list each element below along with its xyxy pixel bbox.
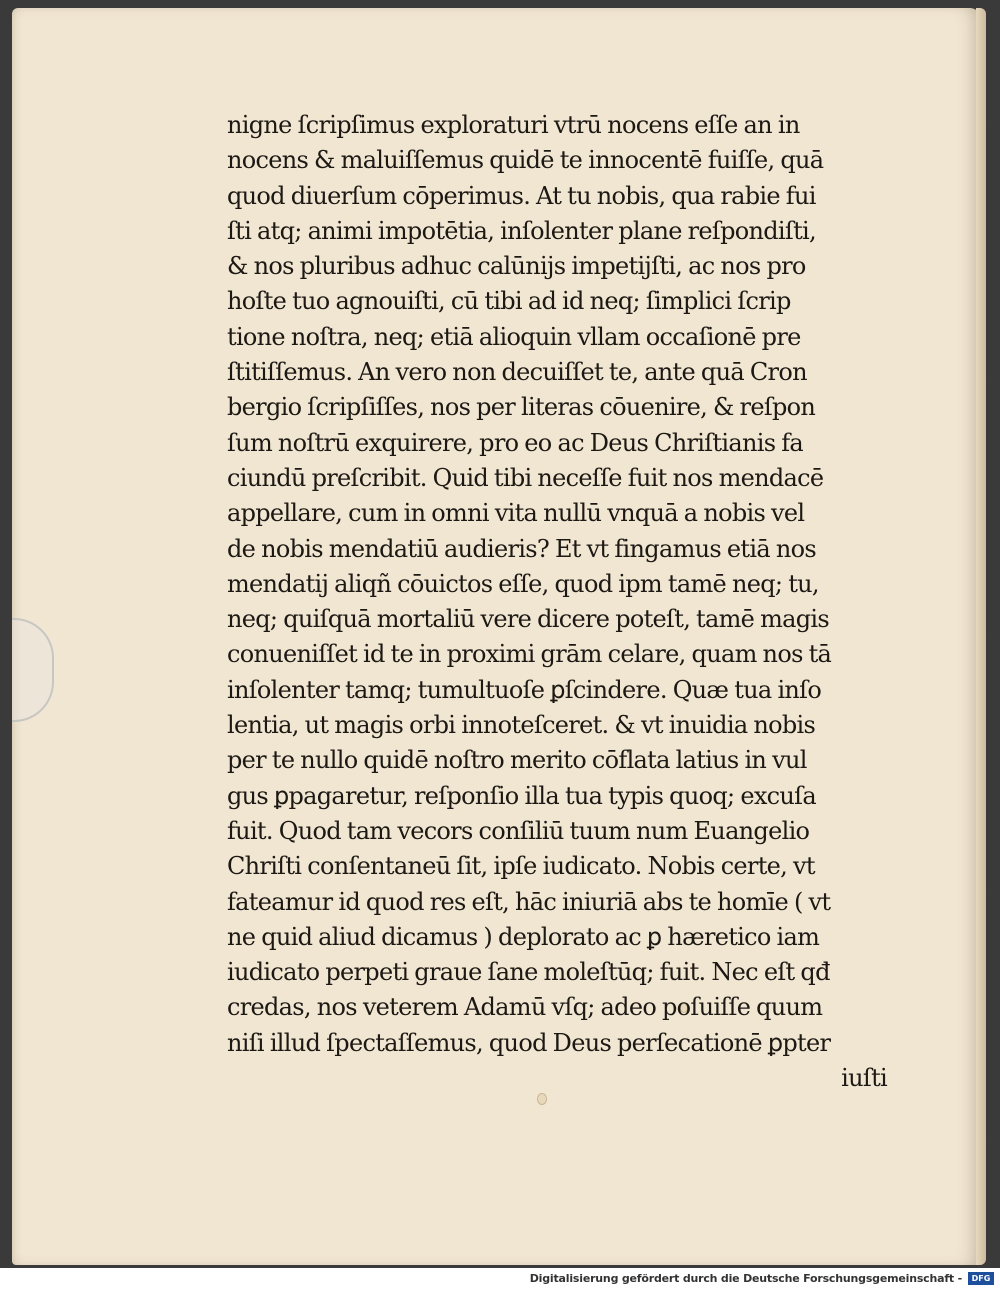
page-clip [12, 618, 54, 722]
text-line: de nobis mendatiū audieris? Et vt fingamus etiā nos [227, 534, 817, 563]
text-line: ſum noſtrū exquirere, pro eo ac Deus Chriſtianis fa [227, 428, 804, 457]
text-line: credas, nos veterem Adamū vſq; adeo poſuiſſe quum [227, 993, 823, 1022]
text-line: lentia, ut magis orbi innoteſceret. & vt inuidia nobis [227, 711, 816, 740]
text-line: inſolenter tamq; tumultuoſe ꝑſcindere. Quæ tua inſo [227, 675, 822, 704]
text-line: appellare, cum in omni vita nullū vnquā a nobis vel [227, 499, 805, 528]
text-line: fateamur id quod res eſt, hāc iniuriā abs te homīe ( vt [227, 887, 831, 916]
text-line: mendatij aliqñ cōuictos eſſe, quod ipm tamē neq; tu, [227, 569, 819, 598]
text-line: ſti atq; animi impotētia, inſolenter plane reſpondiſti, [227, 216, 816, 245]
text-line: hoſte tuo agnouiſti, cū tibi ad id neq; ſimplici ſcrip [227, 287, 791, 316]
text-line: & nos pluribus adhuc calūnijs impetijſti, ac nos pro [227, 252, 806, 281]
text-line: ſtitiſſemus. An vero non decuiſſet te, ante quā Cron [227, 358, 807, 387]
text-line: per te nullo quidē noſtro merito cōflata latius in vul [227, 746, 807, 775]
footer-bar [0, 1268, 1000, 1289]
text-line: conueniſſet id te in proximi grām celare, quam nos tā [227, 640, 832, 669]
text-line: nigne ſcripſimus exploraturi vtrū nocens eſſe an in [227, 111, 800, 139]
book-page [12, 8, 980, 1265]
text-line: gus ꝑpagaretur, reſponſio illa tua typis quoq; excuſa [227, 781, 816, 810]
text-line: fuit. Quod tam vecors conſiliū tuum num Euangelio [227, 816, 810, 845]
text-line: tione noſtra, neq; etiā alioquin vllam occaſionē pre [227, 322, 801, 351]
text-line: ciundū preſcribit. Quid tibi neceſſe fuit nos mendacē [227, 463, 824, 492]
page-edge [976, 8, 986, 1265]
text-line: niſi illud ſpectaſſemus, quod Deus perſecationē ꝑpter [227, 1028, 831, 1057]
catchword: iuſti [841, 1064, 887, 1093]
dfg-logo-icon: DFG [968, 1272, 994, 1285]
text-block [227, 108, 887, 1096]
text-line: iudicato perpeti graue ſane moleſtūq; fuit. Nec eſt qđ [227, 958, 830, 987]
text-line: quod diuerſum cōperimus. At tu nobis, qua rabie fui [227, 181, 816, 210]
text-line: bergio ſcripſiſſes, nos per literas cōuenire, & reſpon [227, 393, 816, 422]
text-line: nocens & maluiſſemus quidē te innocentē fuiſſe, quā [227, 146, 824, 175]
footer-credit: Digitalisierung gefördert durch die Deutsche Forschungsgemeinschaft - [529, 1272, 962, 1285]
text-line: Chriſti conſentaneū ſit, ipſe iudicato. Nobis certe, vt [227, 852, 815, 881]
text-line: neq; quiſquā mortaliū vere dicere poteſt, tamē magis [227, 605, 830, 634]
text-line: ne quid aliud dicamus ) deplorato ac ꝑ hæretico iam [227, 922, 820, 951]
